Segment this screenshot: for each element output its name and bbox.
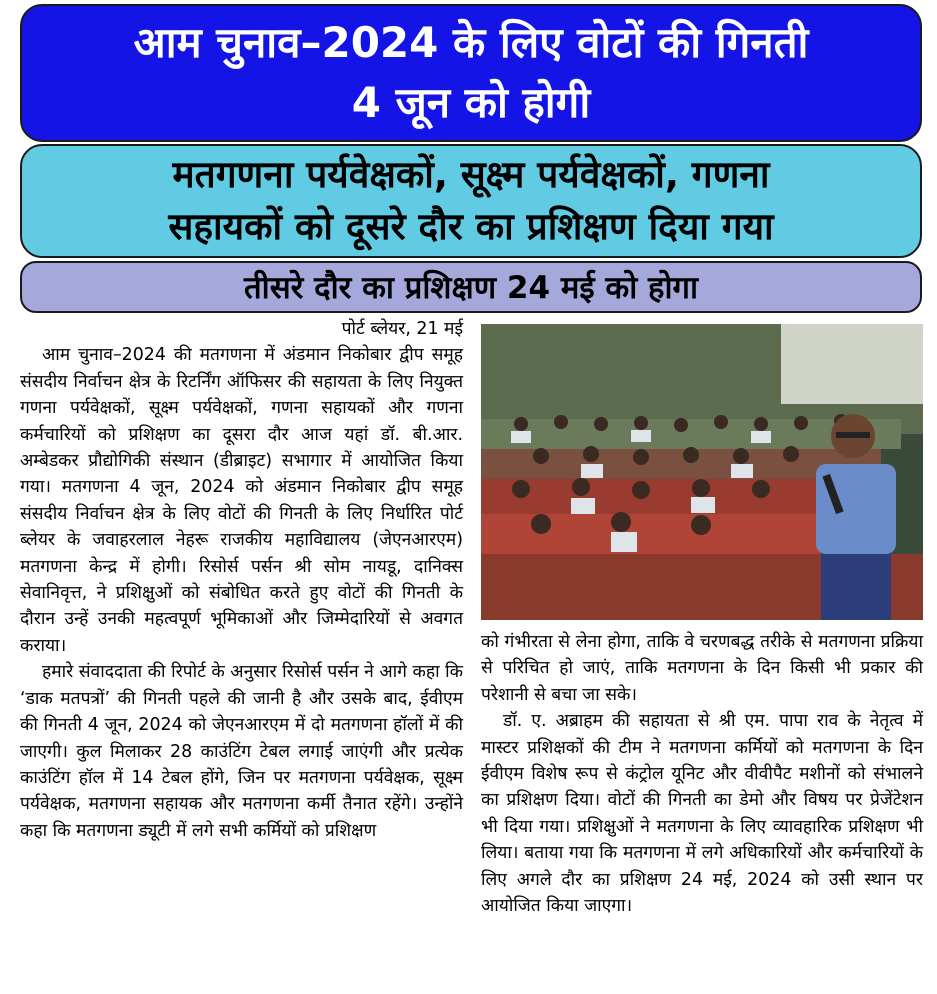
headline-line-1: आम चुनाव–2024 के लिए वोटों की गिनती — [133, 18, 809, 67]
headline-line-2: 4 जून को होगी — [351, 78, 591, 127]
headline-text — [134, 13, 809, 133]
subheadline-text — [168, 149, 773, 253]
article-right-column — [481, 629, 923, 919]
dateline: पोर्ट ब्लेयर, 21 मई — [341, 319, 463, 339]
article-paragraph: डॉ. ए. अब्राहम की सहायता से श्री एम. पापा राव के नेतृत्व में मास्टर प्रशिक्षकों की टीम ने मतगणना कर्मियों को मतगणना के दिन ईवीएम विशेष रूप से कंट्रोल यूनिट और वीवीपैट मशीनों को संभालने का प्रशिक्षण दिया। वोटों की गिनती का डेमो और विषय पर प्रेजेंटेशन भी दिया गया। प्रशिक्षुओं ने मतगणना के लिए व्यावहारिक प्रशिक्षण भी लिया। बताया गया कि मतगणना में लगे अधिकारियों और कर्मचारियों के लिए अगले दौर का प्रशिक्षण 24 मई, 2024 को उसी स्थान पर आयोजित किया जाएगा। — [481, 711, 923, 917]
subheadline-line-2: सहायकों को दूसरे दौर का प्रशिक्षण दिया गया — [168, 205, 774, 248]
strapline-text: तीसरे दौर का प्रशिक्षण 24 मई को होगा — [244, 270, 698, 306]
headline-banner — [20, 4, 922, 142]
article-left-column — [20, 316, 463, 844]
article-paragraph: को गंभीरता से लेना होगा, ताकि वे चरणबद्ध तरीके से मतगणना प्रक्रिया से परिचित हो जाएं, ताकि मतगणना के दिन किसी भी प्रकार की परेशानी से बचा जा सके। — [481, 632, 923, 705]
strapline-banner — [20, 261, 922, 313]
subheadline-banner — [20, 144, 922, 258]
article-paragraph: आम चुनाव–2024 की मतगणना में अंडमान निकोबार द्वीप समूह संसदीय निर्वाचन क्षेत्र के रिटर्निंग ऑफिसर की सहायता के लिए नियुक्त गणना पर्यवेक्षकों, सूक्ष्म पर्यवेक्षकों, गणना सहायकों और गणना कर्मचारियों को प्रशिक्षण का दूसरा दौर आज यहां डॉ. बी.आर. अम्बेडकर प्रौद्योगिकी संस्थान (डीब्राइट) सभागार में आयोजित किया गया। मतगणना 4 जून, 2024 को अंडमान निकोबार द्वीप समूह संसदीय निर्वाचन क्षेत्र के लिए वोटों की गिनती के लिए निर्धारित पोर्ट ब्लेयर के जवाहरलाल नेहरू राजकीय महाविद्यालय (जेएनआरएम) मतगणना केन्द्र में होगी। रिसोर्स पर्सन श्री सोम नायडू, दानिक्स सेवानिवृत्त, ने प्रशिक्षुओं को संबोधित करते हुए वोटों की गिनती के दौरान उन्हें उनकी महत्वपूर्ण भूमिकाओं और जिम्मेदारियों से अवगत कराया। — [20, 345, 463, 656]
article-paragraph: हमारे संवाददाता की रिपोर्ट के अनुसार रिसोर्स पर्सन ने आगे कहा कि ‘डाक मतपत्रों’ की गिनती पहले की जानी है और उसके बाद, ईवीएम की गिनती 4 जून, 2024 को जेएनआरएम में दो मतगणना हॉलों में की जाएगी। कुल मिलाकर 28 काउंटिंग टेबल लगाई जाएंगी और प्रत्येक काउंटिंग हॉल में 14 टेबल होंगे, जिन पर मतगणना पर्यवेक्षक, सूक्ष्म पर्यवेक्षक, मतगणना सहायक और मतगणना कर्मी तैनात रहेंगे। उन्होंने कहा कि मतगणना ड्यूटी में लगे सभी कर्मियों को प्रशिक्षण — [20, 662, 463, 841]
training-session-photo — [481, 324, 923, 620]
subheadline-line-1: मतगणना पर्यवेक्षकों, सूक्ष्म पर्यवेक्षकों, गणना — [172, 153, 770, 196]
